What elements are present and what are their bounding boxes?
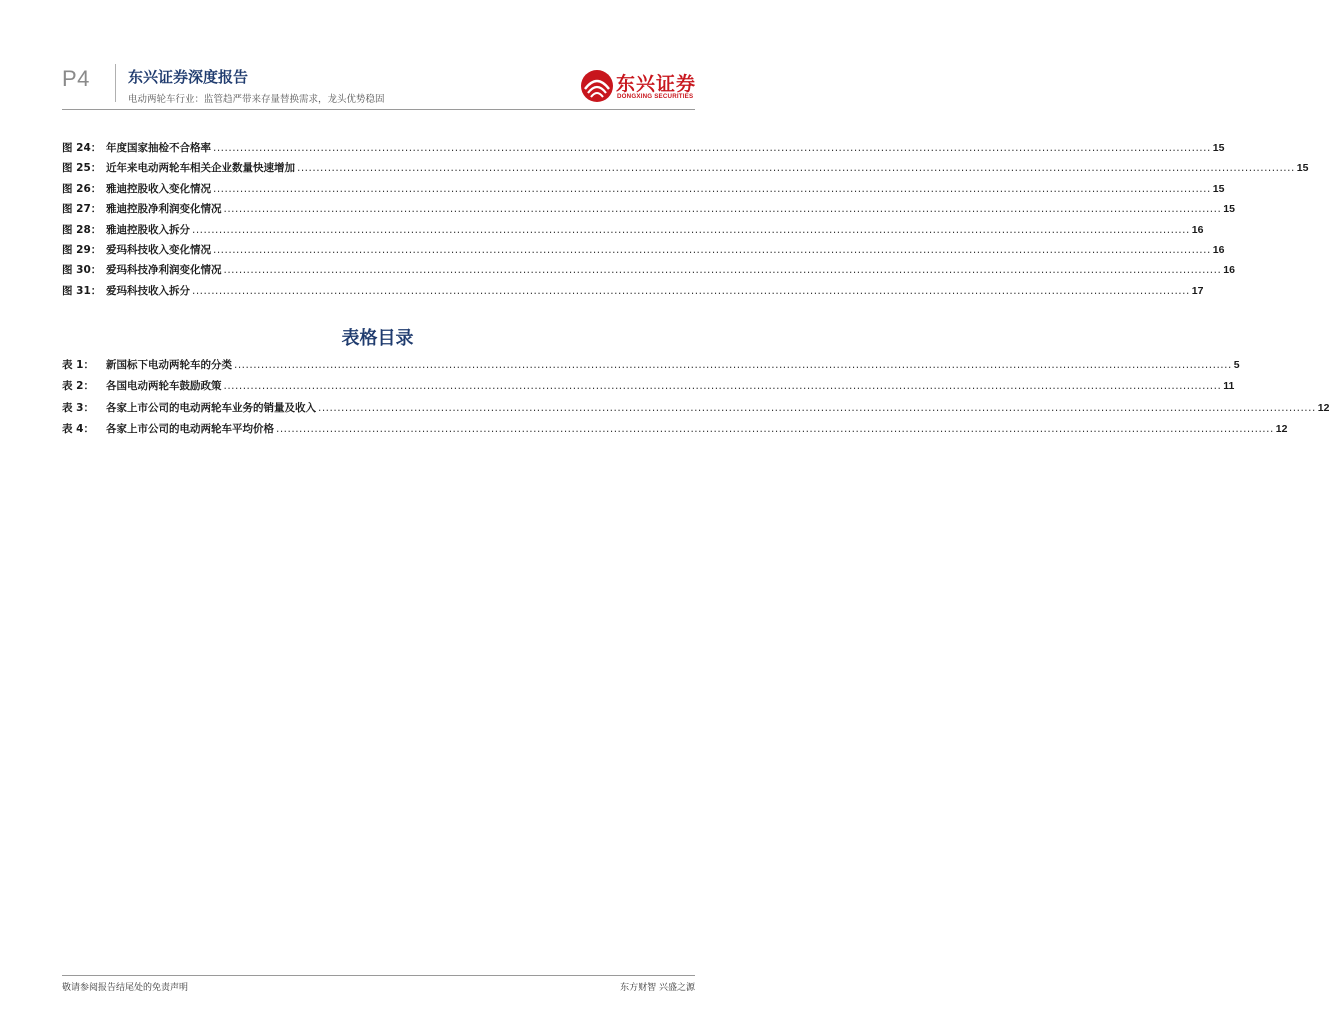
toc-entry-label: 图 26： — [62, 182, 102, 195]
table-toc-entry[interactable] — [62, 400, 1329, 421]
toc-entry-page: 16 — [1223, 264, 1235, 277]
toc-entry-title[interactable]: 各国电动两轮车鼓励政策 — [106, 380, 222, 393]
toc-entry-page: 16 — [1191, 223, 1204, 236]
header-divider — [115, 64, 116, 102]
toc-entry-title[interactable]: 爱玛科技收入变化情况 — [106, 243, 211, 256]
toc-entry-page: 5 — [1233, 359, 1240, 371]
figure-toc-entry[interactable] — [62, 160, 1309, 180]
toc-dot-leader: .................................................................................................................................................................................................................................................................... — [192, 284, 1190, 297]
logo-text-en: DONGXING SECURITIES — [617, 93, 694, 100]
toc-entry-title[interactable]: 爱玛科技收入拆分 — [106, 284, 190, 297]
toc-entry-title[interactable]: 各家上市公司的电动两轮车业务的销量及收入 — [106, 401, 316, 414]
toc-dot-leader: .................................................................................................................................................................................................................................................................... — [223, 264, 1222, 277]
toc-entry-title[interactable]: 各家上市公司的电动两轮车平均价格 — [106, 422, 274, 435]
toc-entry-label: 图 24： — [62, 142, 102, 154]
table-toc-entry[interactable] — [62, 421, 1288, 442]
logo-text-cn: 东兴证券 — [616, 73, 697, 95]
toc-entry-page: 17 — [1191, 284, 1204, 297]
company-logo — [580, 69, 700, 103]
page-number: P4 — [62, 66, 90, 91]
toc-entry-title[interactable]: 雅迪控股收入变化情况 — [106, 182, 211, 195]
figure-toc-entry[interactable] — [62, 283, 1204, 303]
toc-entry-title[interactable]: 爱玛科技净利润变化情况 — [106, 264, 222, 277]
toc-dot-leader: .................................................................................................................................................................................................................................................................... — [223, 203, 1222, 216]
toc-entry-page: 11 — [1223, 380, 1235, 393]
toc-entry-label: 表 3： — [62, 401, 94, 414]
toc-entry-title[interactable]: 雅迪控股净利润变化情况 — [106, 203, 222, 216]
footer-disclaimer: 敬请参阅报告结尾处的免责声明 — [62, 983, 189, 993]
toc-dot-leader: .................................................................................................................................................................................................................................................................... — [223, 380, 1222, 393]
figure-toc-entry[interactable] — [62, 242, 1225, 262]
toc-dot-leader: .................................................................................................................................................................................................................................................................... — [192, 223, 1190, 236]
toc-dot-leader: .................................................................................................................................................................................................................................................................... — [234, 359, 1232, 371]
figure-toc-entry[interactable] — [62, 201, 1235, 221]
table-toc-heading: 表格目录 — [341, 328, 414, 349]
header-rule — [62, 109, 695, 110]
toc-entry-label: 图 27： — [62, 203, 102, 216]
report-subtitle: 电动两轮车行业：监管趋严带来存量替换需求，龙头优势稳固 — [128, 94, 385, 105]
toc-entry-page: 15 — [1296, 162, 1309, 175]
footer-rule — [62, 975, 695, 976]
toc-entry-label: 表 4： — [62, 422, 94, 435]
toc-entry-title[interactable]: 年度国家抽检不合格率 — [106, 142, 211, 154]
toc-dot-leader: .................................................................................................................................................................................................................................................................... — [276, 422, 1274, 435]
report-title: 东兴证券深度报告 — [128, 68, 249, 86]
toc-entry-page: 15 — [1212, 142, 1225, 154]
toc-entry-label: 表 2： — [62, 380, 94, 393]
table-toc-list — [62, 357, 1329, 442]
toc-entry-page: 15 — [1223, 203, 1235, 216]
dongxing-logo-icon — [580, 69, 614, 103]
toc-entry-label: 图 25： — [62, 162, 102, 175]
footer-slogan: 东方财智 兴盛之源 — [620, 983, 695, 993]
figure-toc-entry[interactable] — [62, 262, 1235, 282]
toc-entry-title[interactable]: 近年来电动两轮车相关企业数量快速增加 — [106, 162, 295, 175]
figure-toc-entry[interactable] — [62, 222, 1204, 242]
toc-entry-label: 图 31： — [62, 284, 102, 297]
toc-entry-page: 12 — [1317, 401, 1329, 414]
toc-entry-label: 图 29： — [62, 243, 102, 256]
toc-entry-title[interactable]: 雅迪控股收入拆分 — [106, 223, 190, 236]
toc-entry-page: 15 — [1212, 182, 1225, 195]
table-toc-entry[interactable] — [62, 378, 1235, 399]
toc-dot-leader: .................................................................................................................................................................................................................................................................... — [213, 142, 1211, 154]
table-toc-entry[interactable] — [62, 357, 1240, 378]
toc-entry-title[interactable]: 新国标下电动两轮车的分类 — [106, 359, 232, 371]
figure-toc-entry[interactable] — [62, 181, 1225, 201]
toc-dot-leader: .................................................................................................................................................................................................................................................................... — [318, 401, 1316, 414]
toc-entry-label: 图 28： — [62, 223, 102, 236]
figure-toc-list — [62, 140, 1309, 303]
toc-dot-leader: .................................................................................................................................................................................................................................................................... — [297, 162, 1295, 175]
toc-entry-page: 16 — [1212, 243, 1225, 256]
toc-entry-label: 图 30： — [62, 264, 102, 277]
figure-toc-entry[interactable] — [62, 140, 1225, 160]
toc-dot-leader: .................................................................................................................................................................................................................................................................... — [213, 182, 1211, 195]
toc-entry-page: 12 — [1275, 422, 1288, 435]
toc-dot-leader: .................................................................................................................................................................................................................................................................... — [213, 243, 1211, 256]
toc-entry-label: 表 1： — [62, 359, 94, 371]
